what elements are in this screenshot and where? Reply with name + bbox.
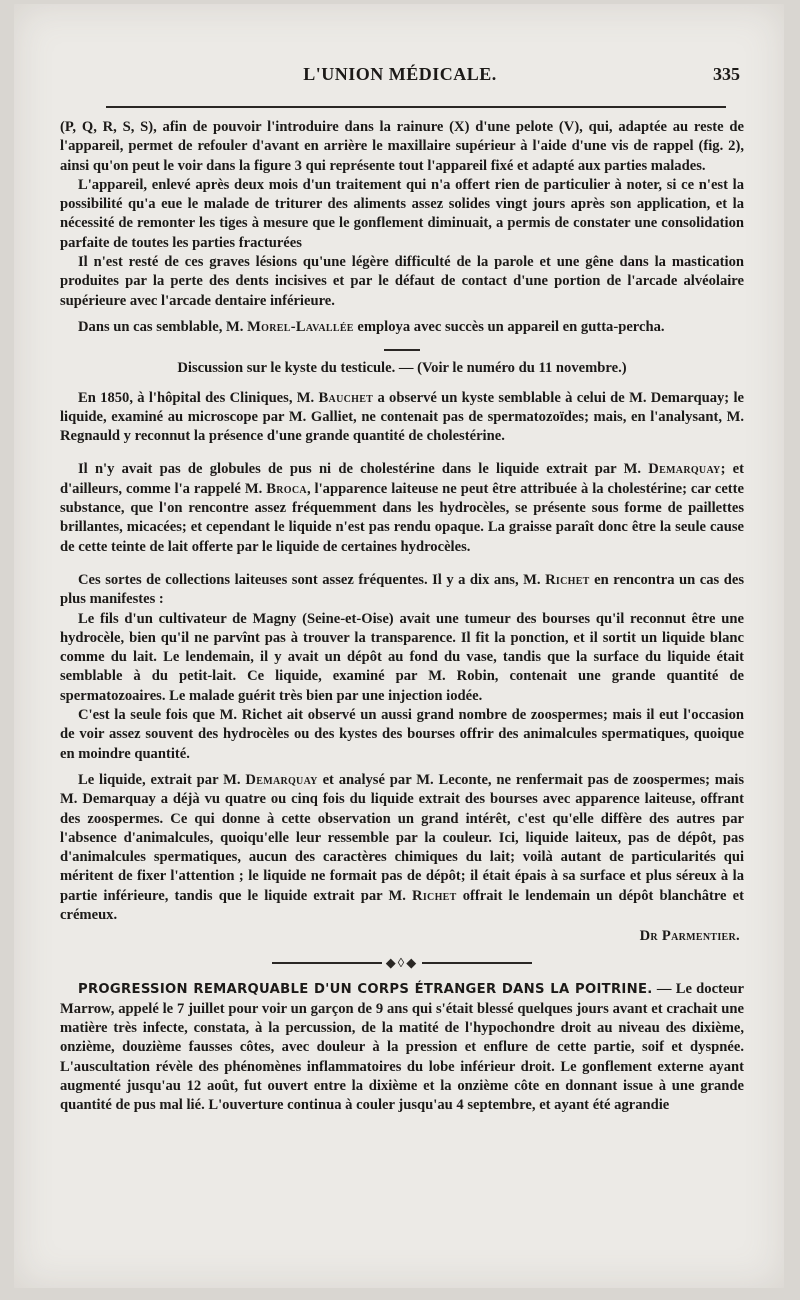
author-name: Richet	[412, 887, 457, 904]
author-name: Demarquay	[648, 461, 721, 478]
page-header	[60, 64, 740, 94]
paragraph: Il n'est resté de ces graves lésions qu'une légère difficulté de la parole et une gêne dans la mastication produites par la perte des dents incisives et par le défaut de contact d'une portion de l'arcade alvéolaire supérieure avec l'arcade dentaire inférieure.	[60, 254, 744, 309]
author-name: Broca	[266, 480, 307, 497]
text-run: Ces sortes de collections laiteuses sont assez fréquentes. Il y a dix ans, M.	[78, 571, 541, 588]
text-run: employa avec succès un appareil en gutta-percha.	[357, 318, 665, 335]
paragraph: C'est la seule fois que M. Richet ait observé un aussi grand nombre de zoospermes; mais il eut l'occasion de voir assez souvent des hydrocèles ou des kystes des bourses offrir des animalcules spermatiques, quoique en moindre quantité.	[60, 707, 744, 762]
paragraph	[60, 318, 744, 337]
paragraph	[60, 389, 744, 447]
author-name: Richet	[545, 571, 590, 588]
text-run: en rencontra un cas des plus manifestes :	[60, 571, 745, 608]
paragraph	[60, 571, 744, 610]
author-name: Morel-Lavallée	[247, 318, 354, 335]
ornament-divider	[60, 953, 744, 973]
paragraph	[60, 771, 744, 925]
section-separator	[384, 349, 420, 351]
author-signature: Dr Parmentier.	[639, 928, 740, 945]
paragraph: Le fils d'un cultivateur de Magny (Seine-et-Oise) avait une tumeur des bourses qu'il reconnut être une hydrocèle, bien qu'il ne parvînt pas à trouver la transparence. Il fit la ponction, et il sortit un liquide blanc comme du lait. Le lendemain, il y avait un dépôt au fond du vase, tandis que la surface du liquide était semblable à du petit-lait. Ce liquide, examiné par M. Robin, contenait une grande quantité de spermatozoaires. Le malade guérit très bien par une injection iodée.	[60, 610, 744, 704]
text-run: En 1850, à l'hôpital des Cliniques, M.	[78, 389, 315, 406]
paragraph: L'appareil, enlevé après deux mois d'un traitement qui n'a offert rien de particulier à noter, si ce n'est la possibilité qu'a eue le malade de triturer des aliments assez solides vingt jours après son application, et la nécessité de remonter les tiges à mesure que le gonflement diminuait, a permis de constater une consolidation parfaite de toutes les parties fracturées	[60, 176, 744, 251]
paragraph	[60, 460, 744, 556]
text-run: a observé un kyste semblable à celui de M. Demarquay; le liquide, examiné au microscope par M. Galliet, ne contenait pas de spermatozoïdes; mais, en l'analysant, M. Regnauld y reconnut la présence d'une grande quantité de cholestérine.	[60, 389, 744, 445]
article-title: PROGRESSION REMARQUABLE D'UN CORPS ÉTRANGER DANS LA POITRINE.	[78, 982, 653, 998]
author-name: Demarquay	[245, 771, 318, 788]
running-title: L'UNION MÉDICALE.	[303, 64, 497, 84]
author-name: Bauchet	[318, 389, 374, 406]
text-run: — Le docteur Marrow, appelé le 7 juillet pour voir un garçon de 9 ans qui s'était blessé quelques jours avant et crachait une matière très infecte, constata, à la percussion, de la matité de l'hypochondre droit au niveau des dixième, onzième, douzième fausses côtes, avec douleur à la pression et enflure de cette partie, soif et dyspnée. L'auscultation révèle des phénomènes inflammatoires du lobe inférieur droit. Le gonflement externe ayant augmenté jusqu'au 12 août, fut ouvert entre la dixième et la onzième côte en donnant issue à une grande quantité de pus mal lié. L'ouverture continua à couler jusqu'au 4 septembre, et ayant été agrandie	[60, 981, 744, 1114]
text-run: Le liquide, extrait par M.	[78, 771, 241, 788]
section-title: Discussion sur le kyste du testicule. — (Voir le numéro du 11 novembre.)	[177, 360, 627, 377]
text-run: Il n'y avait pas de globules de pus ni de cholestérine dans le liquide extrait par M.	[78, 461, 642, 478]
paragraph	[60, 980, 744, 1115]
ornament-mark-icon: ◆◊◆	[385, 955, 419, 971]
article-body	[60, 118, 744, 1116]
paragraph: (P, Q, R, S, S), afin de pouvoir l'introduire dans la rainure (X) d'une pelote (V), qui, adaptée au reste de l'appareil, permet de refouler d'avant en arrière le maxillaire supérieur à l'aide d'une vis de rappel (fig. 2), ainsi qu'on peut le voir dans la figure 3 qui représente tout l'appareil fixé et adapté aux parties malades.	[60, 119, 744, 174]
text-run: ; et d'ailleurs, comme l'a rappelé M.	[60, 461, 744, 497]
header-rule	[106, 106, 726, 108]
ornament-line	[272, 962, 382, 964]
text-run: Dans un cas semblable, M.	[78, 318, 244, 335]
ornament-line	[422, 962, 532, 964]
page	[14, 4, 784, 1288]
text-run: et analysé par M. Leconte, ne renfermait pas de zoospermes; mais M. Demarquay a déjà vu quatre ou cinq fois du liquide extrait des bourses avec apparence laiteuse, offrant des zoospermes. Ce qui donne à cette observation un grand intérêt, c'est qu'elle diffère des autres par l'absence d'animalcules, quoiqu'elle leur ressemble par la couleur. Ici, liquide laiteux, pas de dépôt, pas d'animalcules spermatiques, aucun des caractères chimiques du lait; voilà autant de particularités qui méritent de fixer l'attention ; le liquide ne formait pas de dépôt; il était épais à sa surface et plus séreux à la partie inférieure, tandis que le liquide extrait par M.	[60, 771, 744, 904]
page-number: 335	[713, 64, 740, 84]
text-run: , l'apparence laiteuse ne peut être attribuée à la cholestérine; car cette substance, que l'on rencontre assez fréquemment dans les hydrocèles, se présente sous forme de paillettes brillantes, micacées; et cependant le liquide n'est pas rendu opaque. La graisse paraît donc être la seule cause de cette teinte de lait offerte par le liquide de certaines hydrocèles.	[60, 480, 744, 555]
text-run: offrait le lendemain un dépôt blanchâtre et crémeux.	[60, 887, 744, 923]
